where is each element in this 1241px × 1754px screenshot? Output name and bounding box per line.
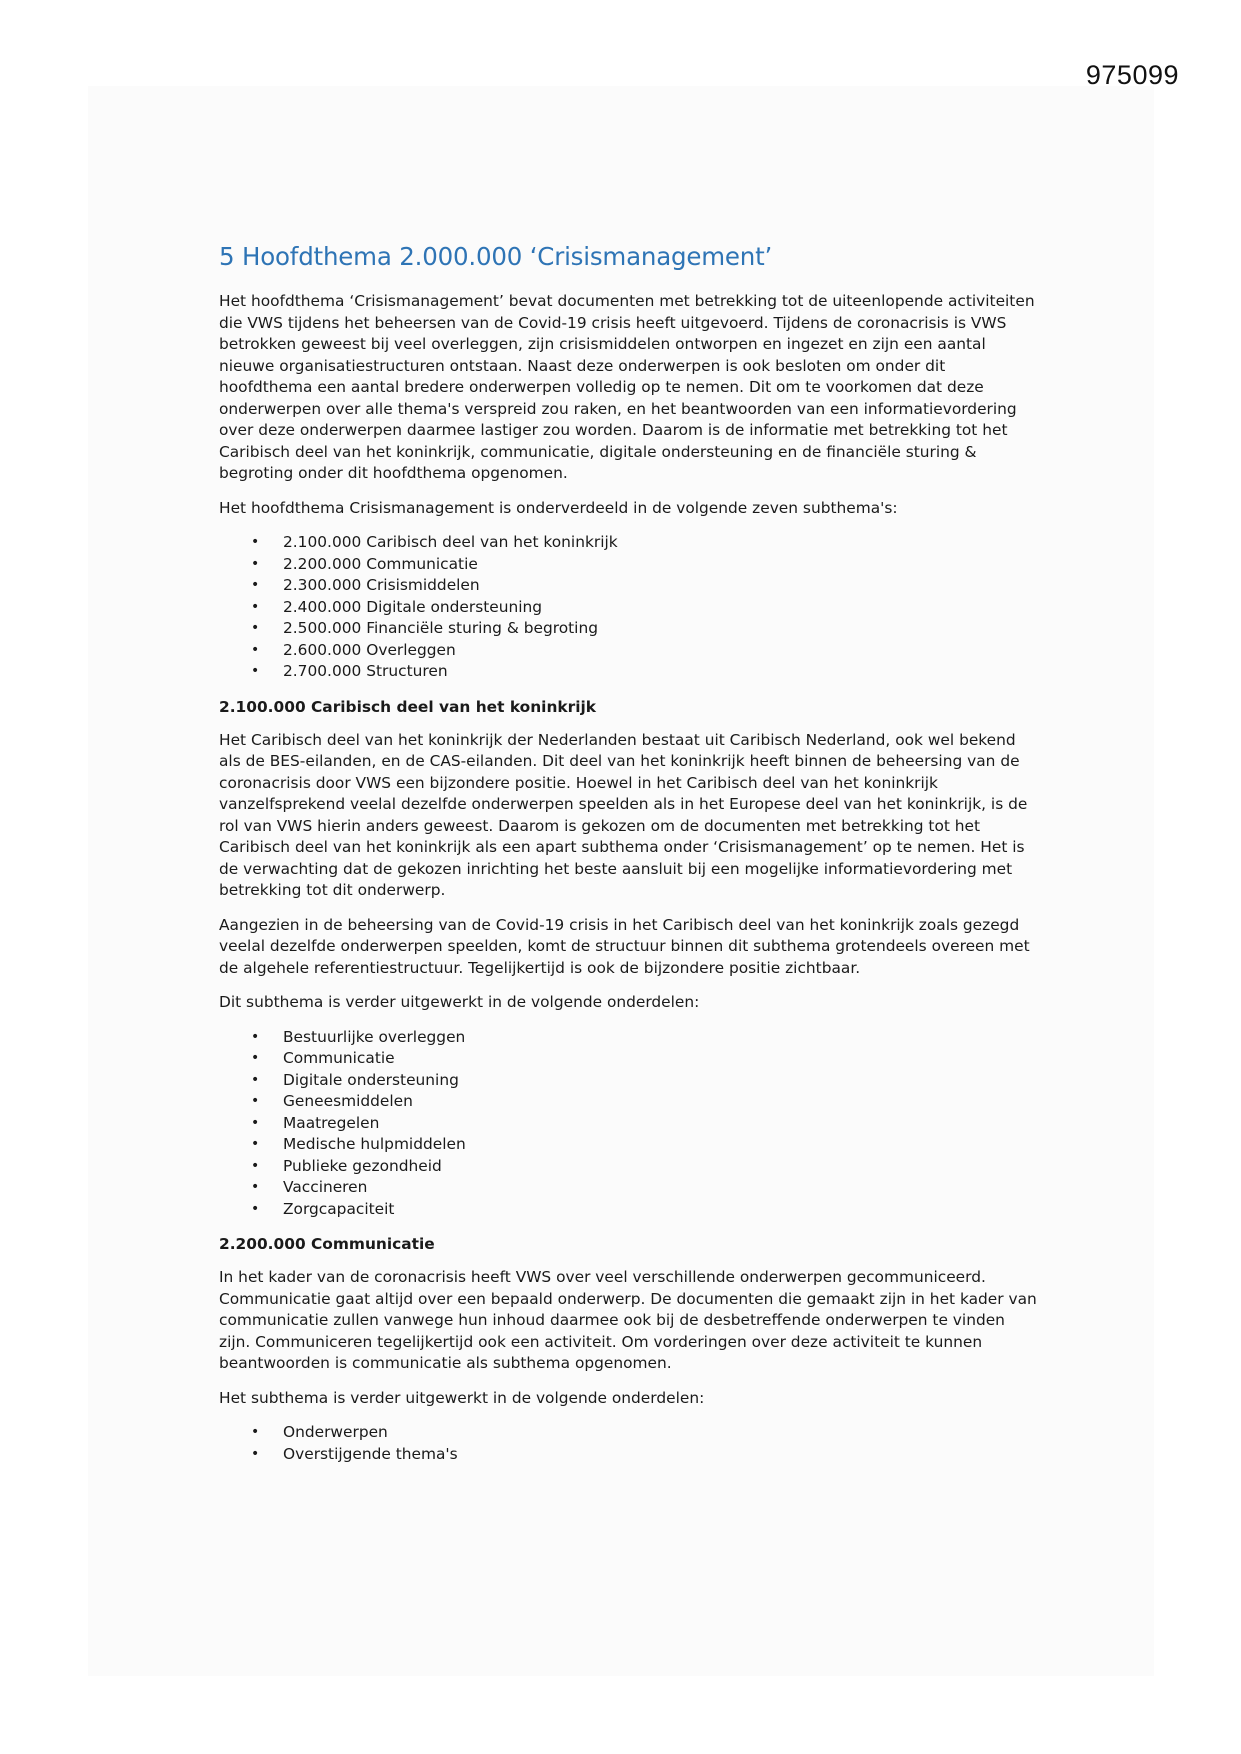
bullet-icon: •	[251, 1093, 260, 1109]
bullet-icon: •	[251, 620, 260, 636]
list-item	[251, 1048, 1041, 1070]
section-communicatie-list	[219, 1422, 1041, 1465]
section-caribisch-list-intro: Dit subthema is verder uitgewerkt in de volgende onderdelen:	[219, 993, 700, 1011]
list-item-text: Onderwerpen	[283, 1423, 388, 1441]
subthemes-intro: Het hoofdthema Crisismanagement is onderverdeeld in de volgende zeven subthema's:	[219, 498, 898, 517]
list-item-text: Publieke gezondheid	[283, 1156, 442, 1175]
list-item	[251, 1444, 1041, 1466]
document-number: 975099	[1085, 60, 1179, 90]
bullet-icon: •	[251, 1424, 260, 1440]
list-item-text: Zorgcapaciteit	[283, 1199, 395, 1218]
list-item-text: Geneesmiddelen	[283, 1092, 413, 1110]
list-item-text: 2.200.000 Communicatie	[283, 554, 478, 573]
list-item-text: 2.700.000 Structuren	[283, 662, 448, 680]
list-item	[251, 1177, 1041, 1199]
subthemes-list	[219, 532, 1041, 683]
list-item	[251, 1027, 1041, 1049]
section-caribisch-list	[219, 1027, 1041, 1221]
bullet-icon: •	[251, 1114, 260, 1131]
list-item-text: Vaccineren	[283, 1178, 368, 1196]
bullet-icon: •	[251, 1050, 260, 1066]
list-item	[251, 554, 1041, 576]
list-item	[251, 1134, 1041, 1156]
list-item	[251, 1199, 1041, 1221]
list-item-text: 2.500.000 Financiële sturing & begroting	[283, 619, 598, 637]
list-item-text: Overstijgende thema's	[283, 1444, 458, 1463]
section-heading-caribisch: 2.100.000 Caribisch deel van het koninkrijk	[219, 697, 597, 716]
list-item	[251, 1091, 1041, 1113]
list-item	[251, 618, 1041, 640]
bullet-icon: •	[251, 663, 260, 679]
bullet-icon: •	[251, 1445, 260, 1462]
list-item-text: 2.600.000 Overleggen	[283, 640, 456, 659]
list-item-text: Medische hulpmiddelen	[283, 1135, 466, 1153]
document-body	[219, 242, 1041, 1477]
bullet-icon: •	[251, 1028, 260, 1045]
section-caribisch-paragraph-1: Het Caribisch deel van het koninkrijk der Nederlanden bestaat uit Caribisch Nederland, ook wel bekend als de BES-eilanden, en de CAS-eilanden. Dit deel van het koninkrijk heeft binnen de beheersing van de coronacrisis door VWS een bijzondere positie. Hoewel in het Caribisch deel van het koninkrijk vanzelfsprekend veelal dezelfde onderwerpen speelden als in het Europese deel van het koninkrijk, is de rol van VWS hierin anders geweest. Daarom is gekozen om de documenten met betrekking tot het Caribisch deel van het koninkrijk als een apart subthema onder ‘Crisismanagement’ op te nemen. Het is de verwachting dat de gekozen inrichting het beste aansluit bij een mogelijke informatievordering met betrekking tot dit onderwerp.	[219, 730, 1028, 899]
bullet-icon: •	[251, 1071, 260, 1088]
bullet-icon: •	[251, 1157, 260, 1174]
list-item-text: Digitale ondersteuning	[283, 1070, 459, 1089]
bullet-icon: •	[251, 1179, 260, 1195]
bullet-icon: •	[251, 598, 260, 615]
bullet-icon: •	[251, 1200, 260, 1217]
list-item-text: 2.300.000 Crisismiddelen	[283, 576, 480, 594]
bullet-icon: •	[251, 641, 260, 658]
intro-paragraph: Het hoofdthema ‘Crisismanagement’ bevat documenten met betrekking tot de uiteenlopende activiteiten die VWS tijdens het beheersen van de Covid-19 crisis heeft uitgevoerd. Tijdens de coronacrisis is VWS betrokken geweest bij veel overleggen, zijn crisismiddelen ontworpen en ingezet en zijn een aantal nieuwe organisatiestructuren ontstaan. Naast deze onderwerpen is ook besloten om onder dit hoofdthema een aantal bredere onderwerpen volledig op te nemen. Dit om te voorkomen dat deze onderwerpen over alle thema's verspreid zou raken, en het beantwoorden van een informatievordering over deze onderwerpen daarmee lastiger zou worden. Daarom is de informatie met betrekking tot het Caribisch deel van het koninkrijk, communicatie, digitale ondersteuning en de financiële sturing & begroting onder dit hoofdthema opgenomen.	[219, 292, 1035, 482]
list-item	[251, 1113, 1041, 1135]
list-item	[251, 661, 1041, 683]
list-item	[251, 1422, 1041, 1444]
list-item	[251, 640, 1041, 662]
list-item	[251, 1070, 1041, 1092]
bullet-icon: •	[251, 534, 260, 550]
list-item-text: Maatregelen	[283, 1113, 380, 1132]
list-item-text: Communicatie	[283, 1049, 395, 1067]
bullet-icon: •	[251, 555, 260, 572]
list-item	[251, 1156, 1041, 1178]
bullet-icon: •	[251, 577, 260, 593]
list-item	[251, 597, 1041, 619]
section-caribisch-paragraph-2: Aangezien in de beheersing van de Covid-19 crisis in het Caribisch deel van het koninkrijk zoals gezegd veelal dezelfde onderwerpen speelden, komt de structuur binnen dit subthema grotendeels overeen met de algehele referentiestructuur. Tegelijkertijd is ook de bijzondere positie zichtbaar.	[219, 915, 1030, 977]
bullet-icon: •	[251, 1136, 260, 1152]
chapter-heading: 5 Hoofdthema 2.000.000 ‘Crisismanagement’	[219, 242, 773, 271]
section-communicatie-list-intro: Het subthema is verder uitgewerkt in de volgende onderdelen:	[219, 1388, 705, 1407]
list-item	[251, 532, 1041, 554]
list-item-text: Bestuurlijke overleggen	[283, 1027, 466, 1046]
list-item-text: 2.100.000 Caribisch deel van het koninkrijk	[283, 533, 618, 551]
list-item	[251, 575, 1041, 597]
list-item-text: 2.400.000 Digitale ondersteuning	[283, 597, 543, 616]
section-communicatie-paragraph-1: In het kader van de coronacrisis heeft VWS over veel verschillende onderwerpen gecommuniceerd. Communicatie gaat altijd over een bepaald onderwerp. De documenten die gemaakt zijn in het kader van communicatie zullen vanwege hun inhoud daarmee ook bij de desbetreffende onderwerpen te vinden zijn. Communiceren tegelijkertijd ook een activiteit. Om vorderingen over deze activiteit te kunnen beantwoorden is communicatie als subthema opgenomen.	[219, 1268, 1037, 1372]
section-heading-communicatie: 2.200.000 Communicatie	[219, 1235, 435, 1253]
